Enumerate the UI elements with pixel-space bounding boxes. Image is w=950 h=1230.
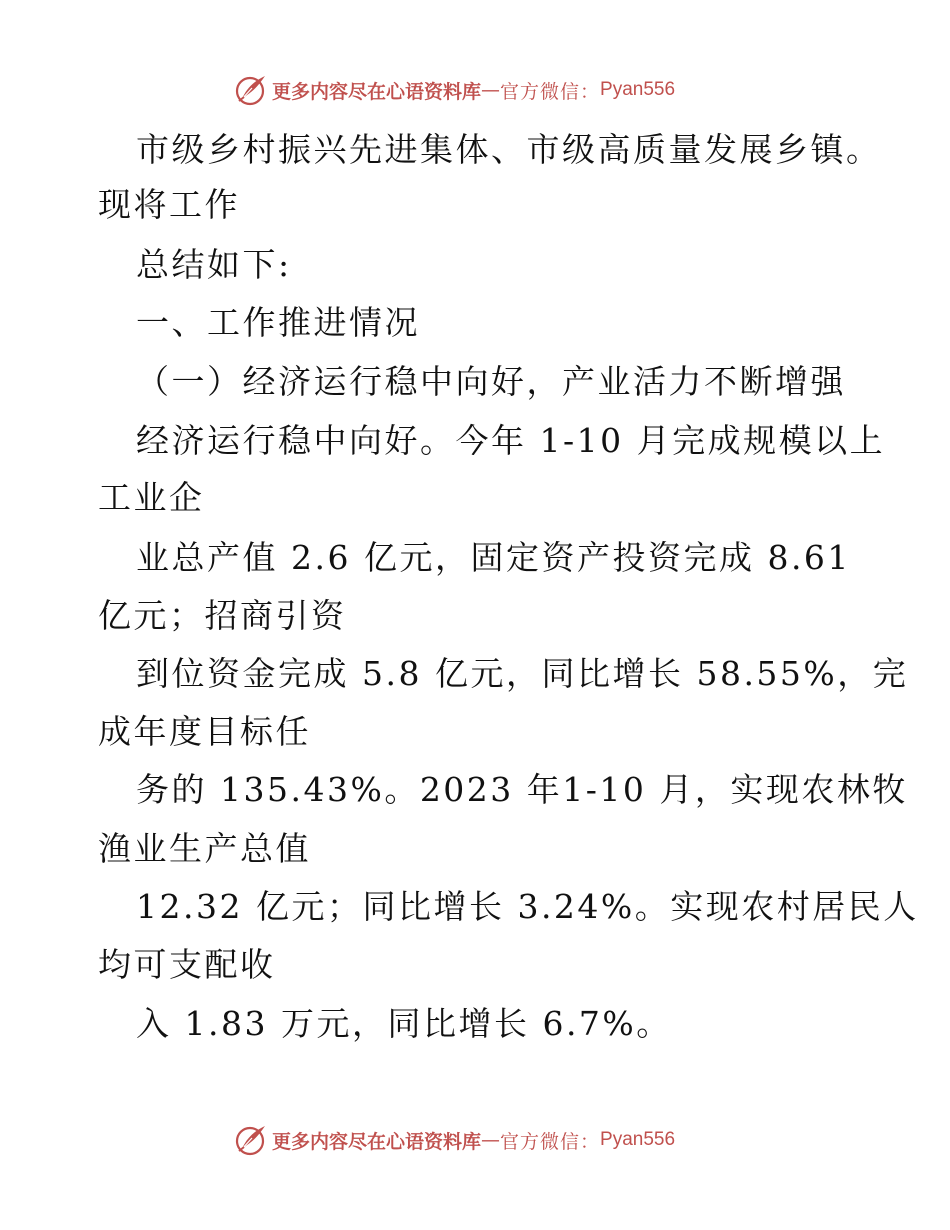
section-heading: 一、工作推进情况 — [136, 303, 420, 342]
body-line-3: 总结如下: — [136, 245, 292, 284]
body-line-8: 业总产值 2.6 亿元，固定资产投资完成 8.61 — [136, 538, 851, 577]
header-watermark — [234, 72, 675, 108]
watermark-wechat-label: 官方微信： — [500, 80, 601, 103]
body-line-1: 市级乡村振兴先进集体、市级高质量发展乡镇。 — [136, 130, 882, 169]
body-line-11: 成年度目标任 — [98, 712, 311, 751]
body-line-15: 均可支配收 — [98, 945, 276, 984]
body-line-2: 现将工作 — [98, 185, 240, 224]
watermark-wechat-id: Pyan556 — [600, 79, 676, 100]
body-line-7: 工业企 — [98, 478, 205, 517]
body-line-16: 入 1.83 万元，同比增长 6.7%。 — [136, 1004, 672, 1043]
footer-watermark — [234, 1122, 675, 1158]
watermark-dash: — — [481, 1129, 501, 1151]
body-line-9: 亿元；招商引资 — [98, 596, 347, 635]
watermark-lead-text: 更多内容尽在心语资料库 — [272, 80, 482, 103]
body-line-6: 经济运行稳中向好。今年 1-10 月完成规模以上 — [136, 421, 886, 460]
watermark-lead-text: 更多内容尽在心语资料库 — [272, 1130, 482, 1153]
subsection-heading: （一）经济运行稳中向好，产业活力不断增强 — [136, 362, 846, 401]
body-line-14: 12.32 亿元；同比增长 3.24%。实现农村居民人 — [136, 887, 919, 926]
feather-quill-logo-icon — [234, 1123, 268, 1157]
watermark-wechat-id: Pyan556 — [600, 1129, 676, 1150]
body-line-13: 渔业生产总值 — [98, 829, 311, 868]
watermark-wechat-label: 官方微信： — [500, 1130, 601, 1153]
watermark-dash: — — [481, 79, 501, 101]
body-line-12: 务的 135.43%。2023 年1-10 月，实现农林牧 — [136, 770, 908, 809]
feather-quill-logo-icon — [234, 73, 268, 107]
body-line-10: 到位资金完成 5.8 亿元，同比增长 58.55%，完 — [136, 654, 909, 693]
